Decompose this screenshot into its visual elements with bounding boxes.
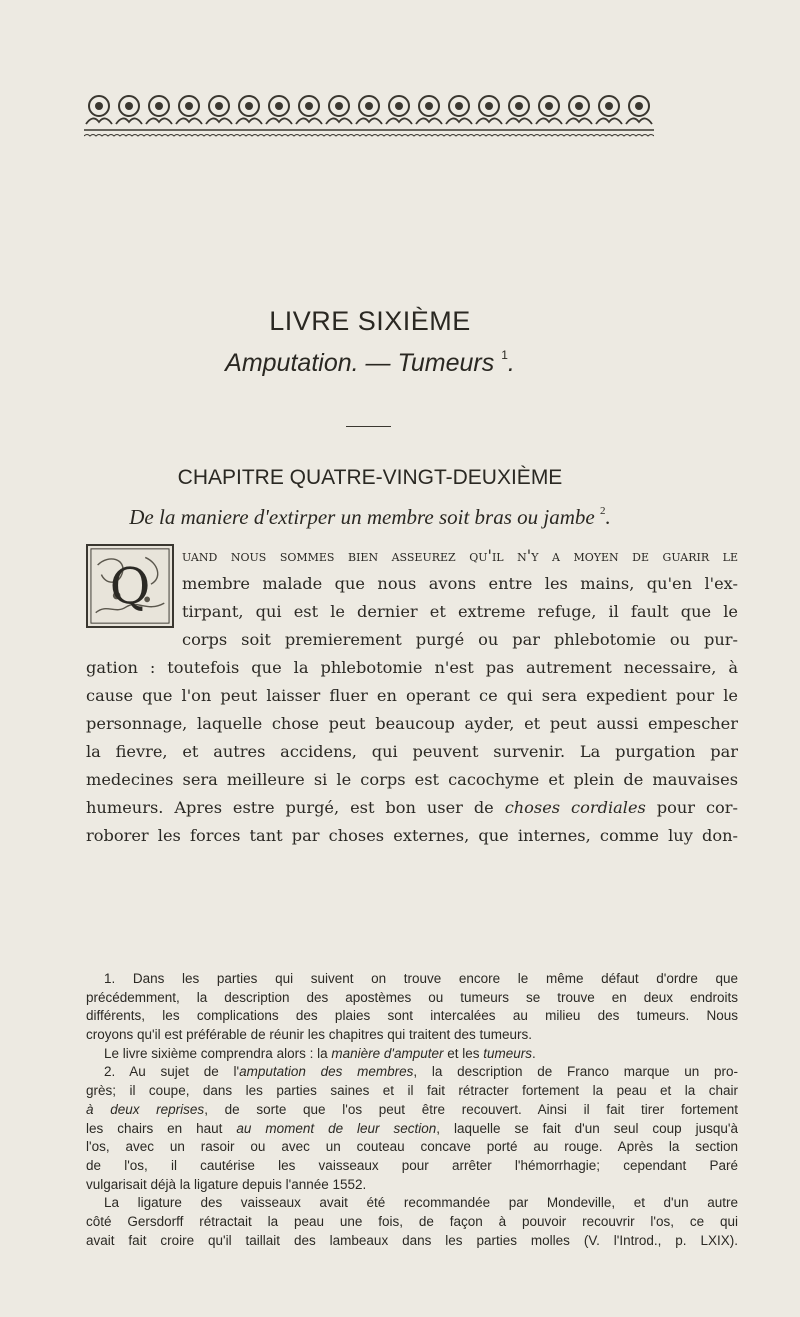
- ornament-motif: [296, 96, 322, 124]
- footnote-line: avait fait croire qu'il taillait des lambeaux dans les parties molles (V. l'Introd., p. LXIX).: [86, 1232, 738, 1248]
- drop-cap-letter: Q: [109, 557, 151, 616]
- footnote-line: de l'os, il cautérise les vaisseaux pour arrêter l'hémorrhagie; cependant Paré: [86, 1157, 738, 1173]
- footnote-line: 1. Dans les parties qui suivent on trouve encore le même défaut d'ordre que: [104, 971, 738, 986]
- body-line: tirpant, qui est le dernier et extreme refuge, il fault que le: [182, 602, 738, 621]
- ornament-motif: [566, 96, 592, 124]
- footnote-line: Le livre sixième comprendra alors : la manière d'amputer et les tumeurs.: [104, 1045, 536, 1061]
- book-title: LIVRE SIXIÈME: [269, 306, 471, 336]
- body-line: humeurs. Apres estre purgé, est bon user de choses cordiales pour cor-: [86, 798, 738, 817]
- ornament-motif: [626, 96, 652, 124]
- ornament-motif: [596, 96, 622, 124]
- ornament-motif: [116, 96, 142, 124]
- chapter-title: CHAPITRE QUATRE-VINGT-DEUXIÈME: [177, 466, 563, 489]
- footnote-line: vulgarisait déjà la ligature depuis l'année 1552.: [86, 1176, 367, 1192]
- footnote-line: précédemment, la description des apostèmes ou tumeurs se trouve en deux endroits: [86, 989, 738, 1005]
- body-line: uand nous sommes bien asseurez qu'il n'y a moyen de guarir le: [182, 546, 738, 565]
- footnote-line: les chairs en haut au moment de leur section, laquelle se fait d'un seul coup jusqu'à: [86, 1120, 739, 1136]
- body-line: gation : toutefois que la phlebotomie n'est pas autrement necessaire, à: [86, 658, 738, 677]
- ornament-motif: [536, 96, 562, 124]
- footnote-line: l'os, avec un rasoir ou avec un couteau concave porté au rouge. Après la section: [86, 1139, 738, 1155]
- footnote-ref-2: 2: [599, 505, 606, 517]
- ornament-motif: [206, 96, 232, 124]
- footnote-line: différents, les complications des plaies sont intercalées au milieu des tumeurs. Nous: [86, 1008, 738, 1024]
- body-paragraph: [86, 542, 738, 850]
- ornamental-header-band: [84, 92, 654, 140]
- footnote-line: 2. Au sujet de l'amputation des membres, la description de Franco marque un pro-: [104, 1064, 738, 1080]
- ornament-motif: [86, 96, 112, 124]
- footnote-line: à deux reprises, de sorte que l'os peut être recouvert. Ainsi il fait tirer fortement: [86, 1101, 738, 1117]
- ornament-motif: [476, 96, 502, 124]
- ornament-motif: [146, 96, 172, 124]
- ornament-wave-rule: [84, 135, 654, 137]
- footnote-line: croyons qu'il est préférable de réunir les chapitres qui traitent des tumeurs.: [86, 1027, 533, 1043]
- ornament-motif: [506, 96, 532, 124]
- body-line: membre malade que nous avons entre les mains, qu'en l'ex-: [182, 574, 738, 593]
- ornament-motif: [236, 96, 262, 124]
- title-divider: [346, 426, 391, 427]
- footnotes: [86, 970, 738, 1250]
- ornament-motif: [446, 96, 472, 124]
- body-line: medecines sera meilleure si le corps est cacochyme et plein de mauvaises: [86, 770, 738, 789]
- ornament-motif: [356, 96, 382, 124]
- body-line: cause que l'on peut laisser fluer en operant ce qui sera expedient pour le: [86, 686, 738, 705]
- ornament-motif: [386, 96, 412, 124]
- ornament-motif: [176, 96, 202, 124]
- ornament-motif: [326, 96, 352, 124]
- footnote-ref-1: 1: [501, 348, 508, 362]
- footnote-line: côté Gersdorff rétractait la peau une fois, de façon à pouvoir recouvrir l'os, ce qui: [86, 1213, 738, 1229]
- body-line: roborer les forces tant par choses externes, que internes, comme luy don-: [86, 826, 738, 845]
- body-line: la fievre, et autres accidens, qui peuvent survenir. La purgation par: [86, 742, 738, 761]
- body-line: personnage, laquelle chose peut beaucoup ayder, et peut aussi empescher: [86, 714, 738, 733]
- body-line: corps soit premierement purgé ou par phlebotomie ou pur-: [182, 630, 738, 649]
- ornament-motif: [266, 96, 292, 124]
- footnote-line: grès; il coupe, dans les parties saines et il fait rétracter fortement la peau et la chair: [86, 1083, 738, 1099]
- footnote-line: La ligature des vaisseaux avait été recommandée par Mondeville, et d'un autre: [104, 1195, 738, 1211]
- book-subtitle: Amputation. — Tumeurs $^1$.: [225, 348, 515, 377]
- ornament-motif: [416, 96, 442, 124]
- chapter-subtitle: De la maniere d'extirper un membre soit bras ou jambe $^2$.: [129, 505, 611, 529]
